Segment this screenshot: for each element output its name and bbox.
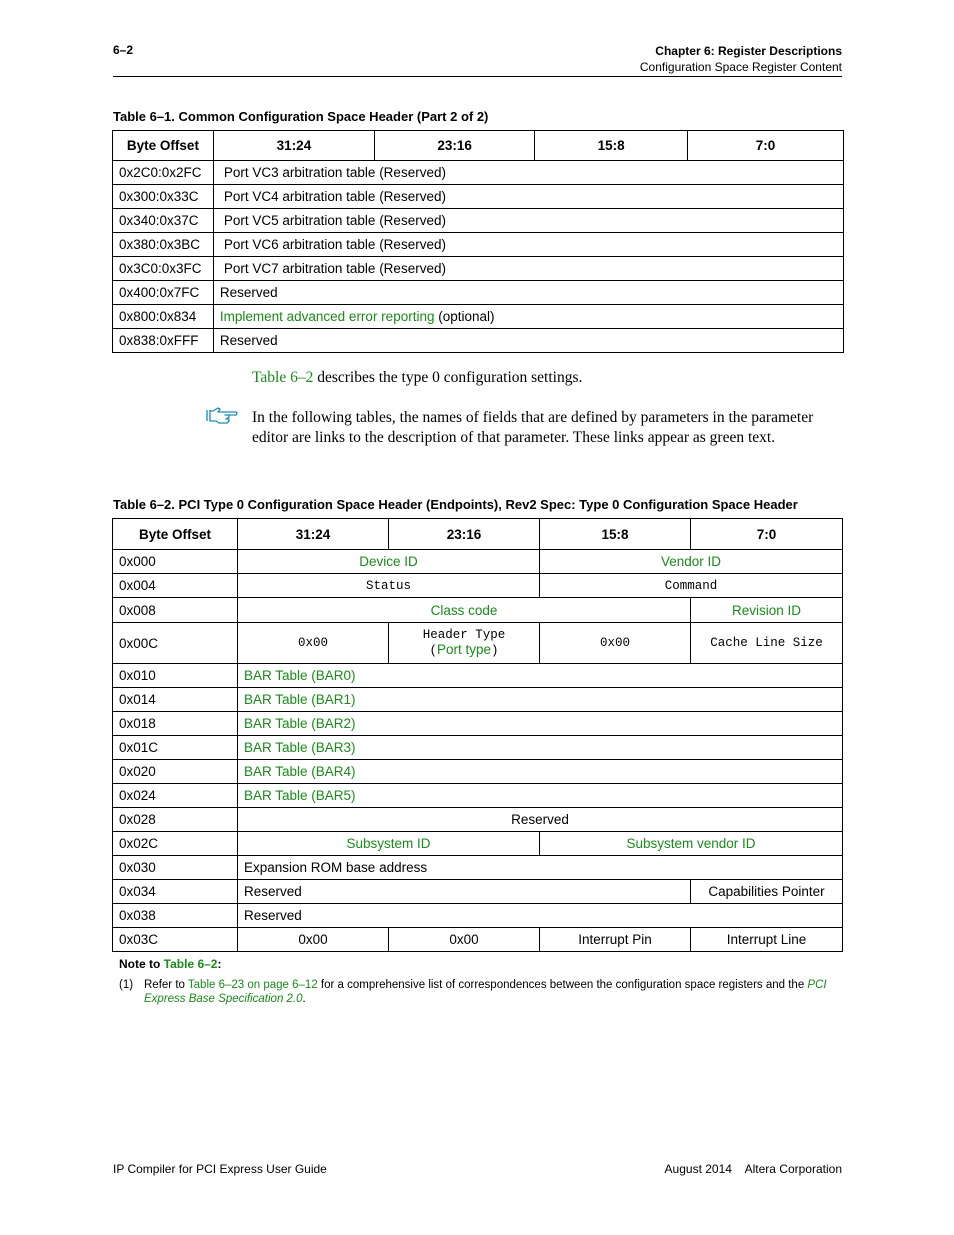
byte-offset: 0x028 bbox=[113, 808, 238, 832]
table2 bbox=[112, 518, 843, 952]
pointing-hand-icon bbox=[205, 406, 239, 426]
byte-offset: 0x00C bbox=[113, 623, 238, 664]
intro-text: describes the type 0 configuration settings. bbox=[313, 369, 583, 386]
table-row bbox=[113, 574, 843, 598]
note-title bbox=[119, 957, 221, 971]
table-row bbox=[113, 623, 843, 664]
bar1-link[interactable]: BAR Table (BAR1) bbox=[238, 688, 843, 712]
footer-guide-title: IP Compiler for PCI Express User Guide bbox=[113, 1162, 327, 1176]
table-row bbox=[113, 760, 843, 784]
port-type-line bbox=[395, 642, 533, 658]
note-paragraph: In the following tables, the names of fields that are defined by parameters in the parameter editor are links to the description of that parameter. These links appear as green text. bbox=[252, 409, 814, 446]
note-text-2: for a comprehensive list of correspondences between the configuration space registers and the bbox=[317, 979, 808, 991]
byte-offset: 0x02C bbox=[113, 832, 238, 856]
chapter-title: Chapter 6: Register Descriptions bbox=[655, 44, 842, 58]
byte-offset: 0x038 bbox=[113, 904, 238, 928]
header-type-field bbox=[389, 623, 540, 664]
table-row bbox=[113, 808, 843, 832]
reserved-field: Reserved bbox=[238, 904, 843, 928]
revision-id-link[interactable]: Revision ID bbox=[691, 598, 843, 623]
byte-offset: 0x400:0x7FC bbox=[113, 281, 214, 305]
page-number: 6–2 bbox=[113, 43, 134, 57]
bar3-link[interactable]: BAR Table (BAR3) bbox=[238, 736, 843, 760]
col-header: 15:8 bbox=[535, 131, 688, 161]
note-text-3: . bbox=[302, 993, 306, 1005]
byte-offset: 0x2C0:0x2FC bbox=[113, 161, 214, 185]
table-row bbox=[113, 928, 843, 952]
byte-offset: 0x004 bbox=[113, 574, 238, 598]
byte-offset: 0x008 bbox=[113, 598, 238, 623]
table-row bbox=[113, 550, 843, 574]
reserved-field: Reserved bbox=[238, 808, 843, 832]
byte-offset: 0x024 bbox=[113, 784, 238, 808]
port-type-link[interactable]: Port type bbox=[436, 642, 492, 657]
bar2-link[interactable]: BAR Table (BAR2) bbox=[238, 712, 843, 736]
byte-offset: 0x018 bbox=[113, 712, 238, 736]
register-content: Port VC4 arbitration table (Reserved) bbox=[213, 185, 843, 209]
table-row bbox=[113, 664, 843, 688]
table-row bbox=[113, 712, 843, 736]
table-6-23-link[interactable]: Table 6–23 on page 6–12 bbox=[187, 979, 318, 991]
interrupt-pin-field: Interrupt Pin bbox=[540, 928, 691, 952]
pcie-spec-link[interactable]: PCI Express Base Specification 2.0 bbox=[144, 979, 827, 1005]
table-row bbox=[113, 305, 844, 329]
byte-offset: 0x300:0x33C bbox=[113, 185, 214, 209]
bar0-link[interactable]: BAR Table (BAR0) bbox=[238, 664, 843, 688]
table-row bbox=[113, 185, 844, 209]
col-header: 31:24 bbox=[238, 519, 389, 550]
paren-open: ( bbox=[429, 644, 437, 658]
expansion-rom-field: Expansion ROM base address bbox=[238, 856, 843, 880]
note-text bbox=[144, 978, 839, 1006]
table-6-2-link[interactable]: Table 6–2 bbox=[252, 369, 314, 386]
header-type-label: Header Type bbox=[422, 628, 506, 642]
table-row bbox=[113, 880, 843, 904]
header-rule bbox=[113, 76, 842, 77]
note-table-link[interactable]: Table 6–2 bbox=[163, 957, 218, 971]
bar4-link[interactable]: BAR Table (BAR4) bbox=[238, 760, 843, 784]
byte-offset: 0x340:0x37C bbox=[113, 209, 214, 233]
col-header: 7:0 bbox=[688, 131, 844, 161]
col-header: 15:8 bbox=[540, 519, 691, 550]
max-lat-field: 0x00 bbox=[238, 928, 389, 952]
table-row bbox=[113, 329, 844, 353]
register-content: Reserved bbox=[213, 281, 843, 305]
byte-offset: 0x380:0x3BC bbox=[113, 233, 214, 257]
min-gnt-field: 0x00 bbox=[389, 928, 540, 952]
running-header bbox=[640, 43, 842, 75]
byte-offset: 0x838:0xFFF bbox=[113, 329, 214, 353]
command-field: Command bbox=[540, 574, 843, 598]
optional-text: (optional) bbox=[434, 309, 495, 324]
byte-offset: 0x010 bbox=[113, 664, 238, 688]
latency-field: 0x00 bbox=[540, 623, 691, 664]
byte-offset: 0x020 bbox=[113, 760, 238, 784]
table1-header-row bbox=[113, 131, 844, 161]
byte-offset: 0x034 bbox=[113, 880, 238, 904]
subsystem-vendor-id-link[interactable]: Subsystem vendor ID bbox=[540, 832, 843, 856]
register-content: Reserved bbox=[213, 329, 843, 353]
table-row bbox=[113, 257, 844, 281]
byte-offset: 0x3C0:0x3FC bbox=[113, 257, 214, 281]
table2-caption: Table 6–2. PCI Type 0 Configuration Space Header (Endpoints), Rev2 Spec: Type 0 Configuration Space Header bbox=[113, 497, 798, 512]
table-row bbox=[113, 736, 843, 760]
col-header: 23:16 bbox=[375, 131, 535, 161]
note-title-suffix: : bbox=[217, 957, 222, 971]
table2-header-row bbox=[113, 519, 843, 550]
section-title: Configuration Space Register Content bbox=[639, 60, 842, 74]
byte-offset: 0x01C bbox=[113, 736, 238, 760]
cache-line-size-field: Cache Line Size bbox=[691, 623, 843, 664]
table1 bbox=[112, 130, 844, 353]
register-content: Port VC7 arbitration table (Reserved) bbox=[213, 257, 843, 281]
bar5-link[interactable]: BAR Table (BAR5) bbox=[238, 784, 843, 808]
subsystem-id-link[interactable]: Subsystem ID bbox=[238, 832, 540, 856]
capabilities-pointer-field: Capabilities Pointer bbox=[691, 880, 843, 904]
paren-close: ) bbox=[491, 644, 499, 658]
interrupt-line-field: Interrupt Line bbox=[691, 928, 843, 952]
table-row bbox=[113, 598, 843, 623]
bist-field: 0x00 bbox=[238, 623, 389, 664]
table-row bbox=[113, 904, 843, 928]
register-content: Port VC5 arbitration table (Reserved) bbox=[213, 209, 843, 233]
col-header: Byte Offset bbox=[113, 519, 238, 550]
reserved-field: Reserved bbox=[238, 880, 691, 904]
intro-paragraph bbox=[252, 368, 582, 388]
vendor-id-link[interactable]: Vendor ID bbox=[540, 550, 843, 574]
note-body bbox=[119, 978, 839, 1006]
note-title-prefix: Note to bbox=[119, 957, 164, 971]
table-row bbox=[113, 856, 843, 880]
byte-offset: 0x03C bbox=[113, 928, 238, 952]
byte-offset: 0x800:0x834 bbox=[113, 305, 214, 329]
col-header: Byte Offset bbox=[113, 131, 214, 161]
table-row bbox=[113, 832, 843, 856]
col-header: 31:24 bbox=[213, 131, 374, 161]
device-id-link[interactable]: Device ID bbox=[238, 550, 540, 574]
note-number: (1) bbox=[119, 979, 134, 991]
table-row bbox=[113, 281, 844, 305]
footer-date-company: August 2014 Altera Corporation bbox=[664, 1162, 842, 1176]
byte-offset: 0x014 bbox=[113, 688, 238, 712]
status-field: Status bbox=[238, 574, 540, 598]
byte-offset: 0x000 bbox=[113, 550, 238, 574]
register-content bbox=[213, 305, 843, 329]
table-row bbox=[113, 688, 843, 712]
byte-offset: 0x030 bbox=[113, 856, 238, 880]
aer-link[interactable]: Implement advanced error reporting bbox=[219, 309, 435, 324]
table-row bbox=[113, 233, 844, 257]
table-row bbox=[113, 784, 843, 808]
table1-caption: Table 6–1. Common Configuration Space Header (Part 2 of 2) bbox=[113, 109, 489, 124]
note-text-1: Refer to bbox=[144, 979, 188, 991]
table-row bbox=[113, 161, 844, 185]
register-content: Port VC3 arbitration table (Reserved) bbox=[213, 161, 843, 185]
col-header: 23:16 bbox=[389, 519, 540, 550]
register-content: Port VC6 arbitration table (Reserved) bbox=[213, 233, 843, 257]
class-code-link[interactable]: Class code bbox=[238, 598, 691, 623]
table-row bbox=[113, 209, 844, 233]
col-header: 7:0 bbox=[691, 519, 843, 550]
